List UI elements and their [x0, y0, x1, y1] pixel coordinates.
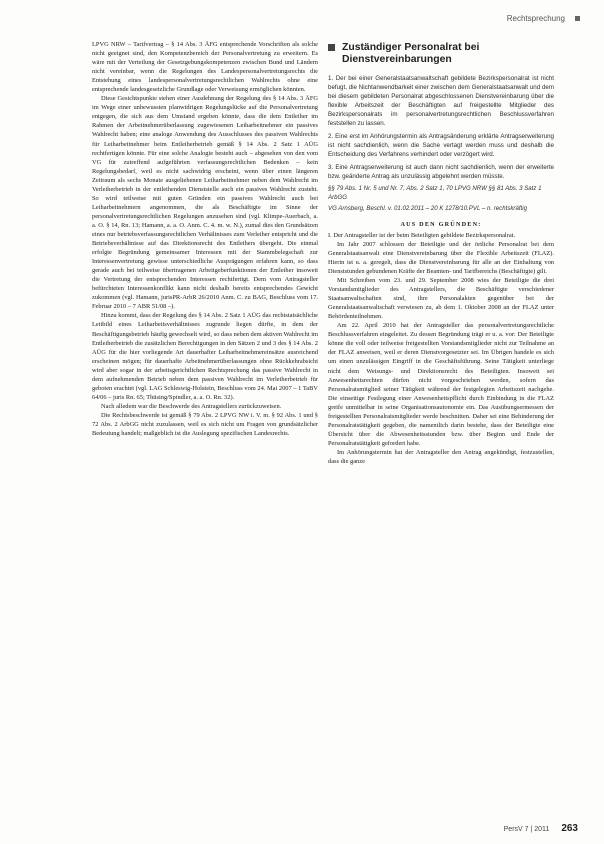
body-paragraph: Hinzu kommt, dass der Regelung des § 14 Abs. 2 Satz 1 AÜG das rechtstatsächliche Leitbild eines Leiharbeitsverhältnisses zugrunde liegen dürfte, in dem der Beschäftigungsbetrieb häufig gewechselt wird, so dass neben dem aktiven Wahlrecht im Entleiherbetrieb die zusätzlichen Berechtigungen in den Sätzen 2 und 3 des § 14 Abs. 2 AÜG für die hier vorliegende Art dauerhafter Leiharbeitnehmereinsätze ausreichend erscheinen mögen; für dauerhafte Arbeitnehmerüberlassungen ohne Rückkehrabsicht wird aber sogar in der arbeitsgerichtlichen Rechtsprechung das passive Wahlrecht in dem aufnehmenden Betrieb neben dem passiven Wahlrecht im Verleiherbetrieb für geboten erachtet (vgl. LAG Schleswig-Holstein, Beschluss vom 24. Mai 2007 – 1 TaBV 64/06 – juris Rn. 65; Thüsing/Spindler, a. a. O. Rn. 32). [92, 312, 318, 401]
body-paragraph: I. Der Antragsteller ist der beim Beteiligten gebildete Bezirkspersonalrat. [328, 231, 516, 239]
left-column [92, 40, 318, 804]
body-paragraph: Die Rechtsbeschwerde ist gemäß § 79 Abs. 2 LPVG NW i. V. m. § 92 Abs. 1 und § 72 Abs. 2 ArbGG nicht zuzulassen, weil es sich nicht um Fragen von grundsätzlicher Bedeutung handelt; maßgeblich ist die Auslegung spezifischen Landesrechts. [92, 411, 318, 438]
headnote: 3. Eine Antragserweiterung ist auch dann nicht sachdienlich, wenn der erweiterte bzw. geänderte Antrag als unzulässig abgelehnt werden müsste. [328, 164, 554, 180]
page-footer [504, 823, 578, 834]
section-name: Rechtsprechung [506, 14, 565, 23]
body-paragraph: Diese Gesichtspunkte stehen einer Ausdehnung der Regelung des § 14 Abs. 3 ÄFG im Wege einer unbewussten planwidrigen Regelungslücke auf die Personalvertretung entgegen, die sich aus dem Umstand ergeben könnte, dass die dem Entleiher im Rahmen der Arbeitnehmerüberlassung zugewiesenen Leiharbeitnehmer ein passives Wahlrecht haben; eine analoge Anwendung des Ausschlusses des passiven Wahlrechts für Leiharbeitnehmer beim Entleiherbetrieb gemäß § 14 Abs. 2 Satz 1 AÜG rechtfertigen könnte. Für eine solche Analogie besteht auch – abgesehen von den vom VG für zutreffend aufgeführten verfassungsrechtlichen Bedenken – kein Regelungsbedarf, weil es nicht sachwidrig erscheint, wenn über einen längeren Zeitraum als sechs Monate ausgeliehenen Leiharbeitnehmer neben dem Wahlrecht im Verleiherbetrieb in der entleihenden Dienststelle auch ein passives Wahlrecht zusteht. So wird teilweise mit guten Gründen ein passives Wahlrecht auch bei Leiharbeitnehmern angenommen, die als Beschäftigte im Sinne der personalvertretungsrechtlichen Regelungen anzusehen sind (vgl. Klimpe-Auerbach, a. a. O. § 14, Rn. 13; Hamann, a. a. O. Anm. C. 4. m. w. N.), zumal dies den Grundsätzen eines nur betriebsverfassungsrechtlichen Verhältnisses zum Verleiher entspricht und die Betriebsverhältnisse auf das Direktionsrecht des Entleihers übergeht. Die einmal erfolgte Begründung gemeinsamer Interessen mit der Stammbelegschaft zur Interessenvertretung gewisse unterschiedliche Ausprägungen erfahren kann, so dass gerade auch bei teilweise übertragenen Arbeitgeberfunktionen der Entleiher insoweit die Vertretung der entsprechenden Interessen rechtfertigt. Dem vom Antragsteller befürchteten Interessenkonflikt kann nicht deshalb bereits entsprechendes Gewicht zukommen (vgl. Hamann, jurisPR-ArbR 26/2010 Anm. C. zu BAG, Beschluss vom 17. Februar 2010 – 7 ABR 51/08 –). [92, 95, 318, 311]
body-paragraph: Am 22. April 2010 hat der Antragsteller das personalvertretungsrechtliche Beschlussverfahren eingeleitet. Zu dessen Begründung trägt er u. a. vor: Der Beteiligte könne die voll oder teilweise freigestellten Vorstandsmitglieder nicht zur Teilnahme an der FLAZ anweisen, weil er deren Dienstvorgesetzter sei. Im Übrigen handele es sich um einen unzulässigen Eingriff in die Geschäftsführung. Seine Tätigkeit unterliege nicht dem Weisungs- und Direktionsrecht des Beteiligten. Insoweit sei Anwesenheitsrechten dürfen nicht vorgeschrieben werden, sofern das Personalratsmitglied seiner Tätigkeit während der festgelegten Arbeitszeit nachgehe. Die einseitige Festlegung einer Anwesenheitspflicht durch Einbindung in die FLAZ greife unmittelbar in seine Organisationsautonomie ein. Das Ausübungsermessen der freigestellten Personalratsmitglieder werde beschnitten. Daher sei eine Behinderung der Personalratstätigkeit gegeben, die namentlich darin bestehe, dass der Beteiligte eine Übersicht über die Abwesenheitsstunden bzw. über Beginn und Ende der Personalratstätigkeit gefordert habe. [328, 322, 554, 447]
right-column [328, 40, 554, 804]
norm-citation: §§ 79 Abs. 1 Nr. 5 und Nr. 7, Abs. 2 Satz 1, 70 LPVG NRW §§ 81 Abs. 3 Satz 1 ArbGG [328, 185, 542, 201]
body-paragraph: Mit Schreiben vom 23. und 29. September 2008 wies der Beteiligte die drei Vorstandsmitglieder des Antragstellers, die Beschäftigte verschiedener Staatsanwaltschaften sind, ihre Personalakten gegenüber bei der Generalstaatsanwaltschaft verwiesen zu, ab dem 1. Oktober 2008 an der FLAZ unter Behördenteilnehmen. [328, 277, 554, 321]
body-paragraph: Nach alledem war die Beschwerde des Antragstellers zurückzuweisen. [101, 402, 282, 410]
square-bullet-icon [328, 44, 335, 51]
headnote: 1. Der bei einer Generalstaatsanwaltschaft gebildete Bezirkspersonalrat ist nicht befugt, die Nichtanwendbarkeit einer zwischen dem Generalstaatsanwalt und dem bei diesem gebildeten Personalrat abgeschlossenen Dienstvereinbarung über die flexible Arbeitszeit der Beschäftigten auf freigestellte Mitglieder des Bezirkspersonalrats im personalvertretungsrechtlichen Beschlussverfahren feststellen zu lassen. [328, 75, 554, 127]
issue-label: PersV 7 | 2011 [503, 826, 550, 833]
headnote: 2. Eine erst im Anhörungstermin als Antragsänderung erklärte Antragserweiterung ist nicht sachdienlich, wenn die Sache vertagt werden muss und deshalb die Entscheidung des Verfahrens verhindert oder verzögert wird. [328, 133, 554, 158]
reasons-heading: AUS DEN GRÜNDEN: [400, 220, 482, 228]
running-header [507, 14, 580, 23]
body-paragraph: Im Anhörungstermin hat der Antragsteller den Antrag angekündigt, festzustellen, dass die ganze [328, 448, 554, 465]
section-title: Zuständiger Personalrat bei Dienstvereinbarungen [342, 42, 480, 65]
court-reference: VG Arnsberg, Beschl. v. 01.02.2011 – 20 K 1278/10.PVL – n. rechtskräftig [328, 205, 527, 213]
body-paragraph: Im Jahr 2007 schlossen der Beteiligte und der örtliche Personalrat bei dem Generalstaatsanwalt eine Dienstvereinbarung über die Flexible Arbeitszeit (FLAZ). Hierin ist u. a. geregelt, dass die Dienstvereinbarung für alle an der Einhaltung von Dienststunden gebundenen Kräfte der Beamten- und Tarifbereichs (Beschäftigte) gilt. [328, 240, 554, 276]
page-number: 263 [561, 823, 578, 834]
body-paragraph: LPVG NRW – Tarifvertrag – § 14 Abs. 3 ÄFG entsprechende Vorschriften als solche nicht geeignet sind, den Kompetenzbereich der Personalvertretung zu erweitern. Es wäre mit der Verteilung der Gesetzgebungskompetenzen zwischen Bund und Ländern nicht vereinbar, wenn die Regelungen des Landespersonalvertretungsrechts die Entstehung eines landespersonalvertretungsrechtlichen Wahlrechts ohne eine entsprechende landesgesetzliche Grundlage oder Verweisung ermöglichen könnten. [92, 41, 318, 94]
header-square-icon [575, 16, 580, 21]
section-heading [328, 42, 554, 66]
